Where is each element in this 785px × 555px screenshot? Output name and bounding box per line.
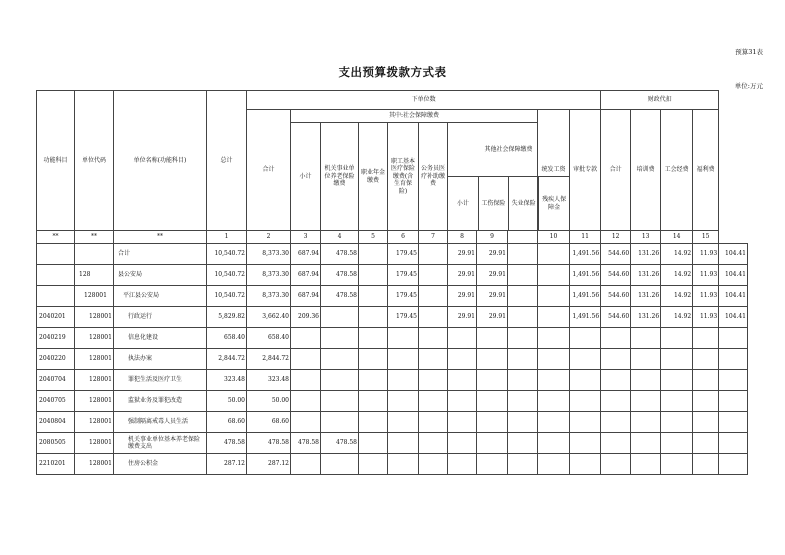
value-cell (538, 286, 570, 307)
unit-code-cell: 128001 (75, 328, 114, 349)
total-cell: 10,540.72 (207, 244, 247, 265)
value-cell: 29.91 (448, 244, 477, 265)
value-cell: 179.45 (388, 307, 419, 328)
total-cell: 50.00 (207, 391, 247, 412)
value-cell (419, 412, 448, 433)
value-cell (448, 454, 477, 475)
value-cell (477, 391, 508, 412)
header-func-code: 功能科目 (37, 91, 75, 231)
header-other-social-title: 其他社会保障缴费 (448, 123, 569, 177)
value-cell (448, 349, 477, 370)
value-cell (661, 412, 693, 433)
header-injury: 工伤保险 (478, 177, 508, 231)
unit-name-cell: 行政运行 (114, 307, 207, 328)
value-cell (693, 370, 719, 391)
unit-name-cell: 平江县公安局 (114, 286, 207, 307)
unit-name-cell: 合计 (114, 244, 207, 265)
func-code-cell: 2210201 (37, 454, 75, 475)
value-cell (291, 391, 321, 412)
value-cell (388, 412, 419, 433)
value-cell: 544.60 (601, 265, 631, 286)
index-cell: 14 (661, 231, 693, 244)
total-cell: 10,540.72 (207, 286, 247, 307)
value-cell (508, 454, 538, 475)
value-cell (359, 307, 388, 328)
table-row (37, 412, 748, 433)
value-cell (359, 391, 388, 412)
value-cell (477, 328, 508, 349)
table-number-tag: 预算31表 (735, 48, 763, 56)
header-civil-medical: 公务员医疗补助缴费 (419, 123, 448, 231)
value-cell (601, 349, 631, 370)
value-cell: 14.92 (661, 265, 693, 286)
value-cell (538, 328, 570, 349)
unit-code-cell: 128001 (75, 391, 114, 412)
value-cell (538, 370, 570, 391)
value-cell (359, 244, 388, 265)
value-cell (719, 370, 748, 391)
header-other-social (448, 123, 570, 231)
header-unit-code: 单位代码 (75, 91, 114, 231)
func-code-cell: 2040704 (37, 370, 75, 391)
total-cell: 478.58 (207, 433, 247, 454)
header-fiscal-group: 财政代扣 (601, 91, 719, 110)
value-cell (388, 349, 419, 370)
index-cell: 12 (601, 231, 631, 244)
index-cell: 7 (419, 231, 448, 244)
value-cell (661, 391, 693, 412)
table-row (37, 454, 748, 475)
value-cell: 544.60 (601, 286, 631, 307)
table-row (37, 391, 748, 412)
value-cell (508, 244, 538, 265)
value-cell (419, 328, 448, 349)
value-cell (631, 349, 661, 370)
value-cell (321, 349, 359, 370)
unit-name-cell: 罪犯生活及医疗卫生 (114, 370, 207, 391)
value-cell (477, 433, 508, 454)
value-cell (321, 370, 359, 391)
value-cell (388, 391, 419, 412)
value-cell: 1,491.56 (570, 244, 601, 265)
value-cell (570, 349, 601, 370)
func-code-cell: 2040219 (37, 328, 75, 349)
func-code-cell: 2040201 (37, 307, 75, 328)
value-cell: 179.45 (388, 244, 419, 265)
total-cell: 68.60 (207, 412, 247, 433)
value-cell (661, 433, 693, 454)
value-cell: 478.58 (321, 265, 359, 286)
value-cell (693, 349, 719, 370)
unit-code-cell: 128001 (75, 286, 114, 307)
header-subtotal: 合计 (247, 110, 291, 231)
value-cell (538, 244, 570, 265)
value-cell (631, 370, 661, 391)
value-cell (631, 433, 661, 454)
value-cell (321, 412, 359, 433)
func-code-cell: 2040705 (37, 391, 75, 412)
value-cell: 2,844.72 (247, 349, 291, 370)
func-code-cell (37, 286, 75, 307)
header-annuity: 职业年金缴费 (359, 123, 388, 231)
header-special: 审批专款 (570, 110, 601, 231)
value-cell (661, 454, 693, 475)
value-cell (570, 412, 601, 433)
unit-code-cell: 128001 (75, 454, 114, 475)
unit-code-cell: 128001 (75, 412, 114, 433)
total-cell: 2,844.72 (207, 349, 247, 370)
value-cell (601, 391, 631, 412)
page-title: 支出预算拨款方式表 (338, 65, 447, 79)
value-cell (477, 370, 508, 391)
index-cell: 5 (359, 231, 388, 244)
value-cell (631, 454, 661, 475)
index-cell: 3 (291, 231, 321, 244)
value-cell: 478.58 (321, 433, 359, 454)
value-cell (359, 265, 388, 286)
value-cell (570, 454, 601, 475)
index-cell: 15 (693, 231, 719, 244)
value-cell: 478.58 (247, 433, 291, 454)
index-cell: ** (114, 231, 207, 244)
value-cell (419, 265, 448, 286)
unit-code-cell (75, 244, 114, 265)
value-cell (661, 370, 693, 391)
value-cell (291, 349, 321, 370)
value-cell: 131.26 (631, 286, 661, 307)
value-cell: 1,491.56 (570, 265, 601, 286)
value-cell: 11.93 (693, 286, 719, 307)
func-code-cell (37, 265, 75, 286)
table-row (37, 370, 748, 391)
value-cell (388, 328, 419, 349)
table-row (37, 349, 748, 370)
value-cell (631, 391, 661, 412)
index-cell: 10 (538, 231, 570, 244)
value-cell: 11.93 (693, 244, 719, 265)
unit-label: 单位:万元 (734, 82, 763, 90)
value-cell (477, 412, 508, 433)
index-cell: 2 (247, 231, 291, 244)
header-total: 总计 (207, 91, 247, 231)
value-cell: 14.92 (661, 286, 693, 307)
value-cell: 687.94 (291, 265, 321, 286)
value-cell (359, 454, 388, 475)
value-cell (538, 307, 570, 328)
value-cell (508, 370, 538, 391)
value-cell (359, 349, 388, 370)
value-cell: 478.58 (321, 244, 359, 265)
table-row (37, 433, 748, 454)
unit-name-cell: 信息化建设 (114, 328, 207, 349)
value-cell (538, 349, 570, 370)
value-cell: 323.48 (247, 370, 291, 391)
value-cell: 29.91 (448, 265, 477, 286)
value-cell: 478.58 (321, 286, 359, 307)
header-social-group: 其中:社会保障缴费 (291, 110, 538, 123)
value-cell (359, 370, 388, 391)
value-cell: 287.12 (247, 454, 291, 475)
value-cell (719, 454, 748, 475)
value-cell: 11.93 (693, 307, 719, 328)
value-cell (508, 307, 538, 328)
table-row (37, 286, 748, 307)
value-cell: 131.26 (631, 244, 661, 265)
value-cell (508, 391, 538, 412)
value-cell (388, 433, 419, 454)
value-cell (291, 328, 321, 349)
value-cell (719, 391, 748, 412)
value-cell: 658.40 (247, 328, 291, 349)
value-cell: 104.41 (719, 244, 748, 265)
value-cell (419, 307, 448, 328)
value-cell (419, 433, 448, 454)
header-disabled: 残疾人保障金 (542, 196, 567, 211)
func-code-cell: 2080505 (37, 433, 75, 454)
value-cell (601, 328, 631, 349)
value-cell (388, 454, 419, 475)
unit-name-cell: 住房公积金 (114, 454, 207, 475)
value-cell (538, 391, 570, 412)
index-row (37, 231, 748, 244)
value-cell (661, 328, 693, 349)
value-cell: 179.45 (388, 265, 419, 286)
value-cell (719, 328, 748, 349)
index-cell: ** (75, 231, 114, 244)
header-lower-group: 下单位数 (247, 91, 601, 110)
value-cell: 8,373.30 (247, 244, 291, 265)
unit-name-cell: 执法办案 (114, 349, 207, 370)
index-cell: 9 (477, 231, 508, 244)
value-cell: 14.92 (661, 244, 693, 265)
value-cell (693, 433, 719, 454)
unit-name-cell: 县公安局 (114, 265, 207, 286)
value-cell (419, 286, 448, 307)
header-union: 工会经费 (661, 110, 693, 231)
value-cell (477, 349, 508, 370)
value-cell (359, 412, 388, 433)
value-cell (321, 391, 359, 412)
value-cell (448, 328, 477, 349)
index-cell: 1 (207, 231, 247, 244)
value-cell: 14.92 (661, 307, 693, 328)
value-cell (388, 370, 419, 391)
value-cell (570, 433, 601, 454)
header-unemployment: 失业保险 (509, 177, 539, 231)
unit-code-cell: 128001 (75, 433, 114, 454)
value-cell: 50.00 (247, 391, 291, 412)
value-cell (538, 265, 570, 286)
unit-name-cell: 监狱业务及罪犯改造 (114, 391, 207, 412)
value-cell: 11.93 (693, 265, 719, 286)
value-cell (601, 412, 631, 433)
value-cell (508, 412, 538, 433)
header-other-subtotal: 小计 (448, 177, 478, 231)
value-cell: 29.91 (448, 307, 477, 328)
value-cell: 131.26 (631, 307, 661, 328)
value-cell: 104.41 (719, 286, 748, 307)
value-cell: 8,373.30 (247, 286, 291, 307)
value-cell (693, 328, 719, 349)
value-cell (508, 265, 538, 286)
value-cell (291, 454, 321, 475)
table-header (37, 91, 748, 231)
header-fiscal-total: 合计 (601, 110, 631, 231)
value-cell (508, 349, 538, 370)
value-cell: 179.45 (388, 286, 419, 307)
header-pension: 机关事业单位养老保险缴费 (321, 123, 359, 231)
value-cell: 104.41 (719, 265, 748, 286)
value-cell (448, 412, 477, 433)
value-cell: 29.91 (477, 265, 508, 286)
value-cell (508, 286, 538, 307)
value-cell (719, 349, 748, 370)
value-cell (321, 307, 359, 328)
value-cell: 3,662.40 (247, 307, 291, 328)
value-cell: 29.91 (477, 244, 508, 265)
table-row (37, 265, 748, 286)
budget-table (36, 90, 748, 475)
header-training: 培训费 (631, 110, 661, 231)
table-row (37, 328, 748, 349)
value-cell: 544.60 (601, 244, 631, 265)
value-cell: 131.26 (631, 265, 661, 286)
header-unit-name: 单位名称(功能科目) (114, 91, 207, 231)
index-cell: 4 (321, 231, 359, 244)
value-cell (419, 391, 448, 412)
value-cell (448, 391, 477, 412)
value-cell (661, 349, 693, 370)
unit-name-cell: 强制隔离戒毒人员生活 (114, 412, 207, 433)
total-cell: 323.48 (207, 370, 247, 391)
value-cell (321, 454, 359, 475)
table-row (37, 307, 748, 328)
value-cell: 1,491.56 (570, 286, 601, 307)
value-cell (448, 433, 477, 454)
value-cell (448, 370, 477, 391)
value-cell: 544.60 (601, 307, 631, 328)
unit-name-cell: 机关事业单位基本养老保险缴费支出 (114, 433, 207, 454)
header-welfare: 福利费 (693, 110, 719, 231)
total-cell: 658.40 (207, 328, 247, 349)
value-cell (570, 391, 601, 412)
unit-code-cell: 128001 (75, 307, 114, 328)
value-cell (291, 370, 321, 391)
value-cell (631, 328, 661, 349)
value-cell (538, 454, 570, 475)
value-cell (419, 370, 448, 391)
index-cell: ** (37, 231, 75, 244)
value-cell (477, 454, 508, 475)
value-cell (291, 412, 321, 433)
value-cell (719, 433, 748, 454)
func-code-cell: 2040220 (37, 349, 75, 370)
value-cell (601, 370, 631, 391)
value-cell: 209.36 (291, 307, 321, 328)
unit-code-cell: 128001 (75, 370, 114, 391)
value-cell (601, 433, 631, 454)
header-medical: 职工基本医疗保险缴费(含生育保险) (388, 123, 419, 231)
value-cell (359, 328, 388, 349)
value-cell (570, 328, 601, 349)
value-cell (693, 391, 719, 412)
value-cell (321, 328, 359, 349)
value-cell (359, 433, 388, 454)
index-cell: 13 (631, 231, 661, 244)
value-cell (419, 244, 448, 265)
func-code-cell (37, 244, 75, 265)
index-cell: 6 (388, 231, 419, 244)
header-wages: 统发工资 (538, 110, 570, 231)
value-cell: 29.91 (477, 286, 508, 307)
value-cell: 1,491.56 (570, 307, 601, 328)
value-cell: 29.91 (448, 286, 477, 307)
value-cell: 687.94 (291, 286, 321, 307)
value-cell: 687.94 (291, 244, 321, 265)
value-cell: 8,373.30 (247, 265, 291, 286)
value-cell (538, 412, 570, 433)
value-cell (631, 412, 661, 433)
value-cell (359, 286, 388, 307)
total-cell: 10,540.72 (207, 265, 247, 286)
value-cell (419, 454, 448, 475)
func-code-cell: 2040804 (37, 412, 75, 433)
header-social-subtotal: 小计 (291, 123, 321, 231)
value-cell (719, 412, 748, 433)
value-cell (538, 433, 570, 454)
table-row (37, 244, 748, 265)
value-cell: 478.58 (291, 433, 321, 454)
unit-code-cell: 128 (75, 265, 114, 286)
table-body (37, 244, 748, 475)
value-cell: 29.91 (477, 307, 508, 328)
value-cell (601, 454, 631, 475)
value-cell: 104.41 (719, 307, 748, 328)
value-cell (693, 412, 719, 433)
index-cell-empty (508, 231, 538, 244)
value-cell (419, 349, 448, 370)
value-cell (508, 433, 538, 454)
value-cell (693, 454, 719, 475)
value-cell: 68.60 (247, 412, 291, 433)
total-cell: 5,829.82 (207, 307, 247, 328)
value-cell (570, 370, 601, 391)
index-cell: 8 (448, 231, 477, 244)
value-cell (508, 328, 538, 349)
index-cell: 11 (570, 231, 601, 244)
total-cell: 287.12 (207, 454, 247, 475)
index-row-body (37, 231, 748, 244)
unit-code-cell: 128001 (75, 349, 114, 370)
